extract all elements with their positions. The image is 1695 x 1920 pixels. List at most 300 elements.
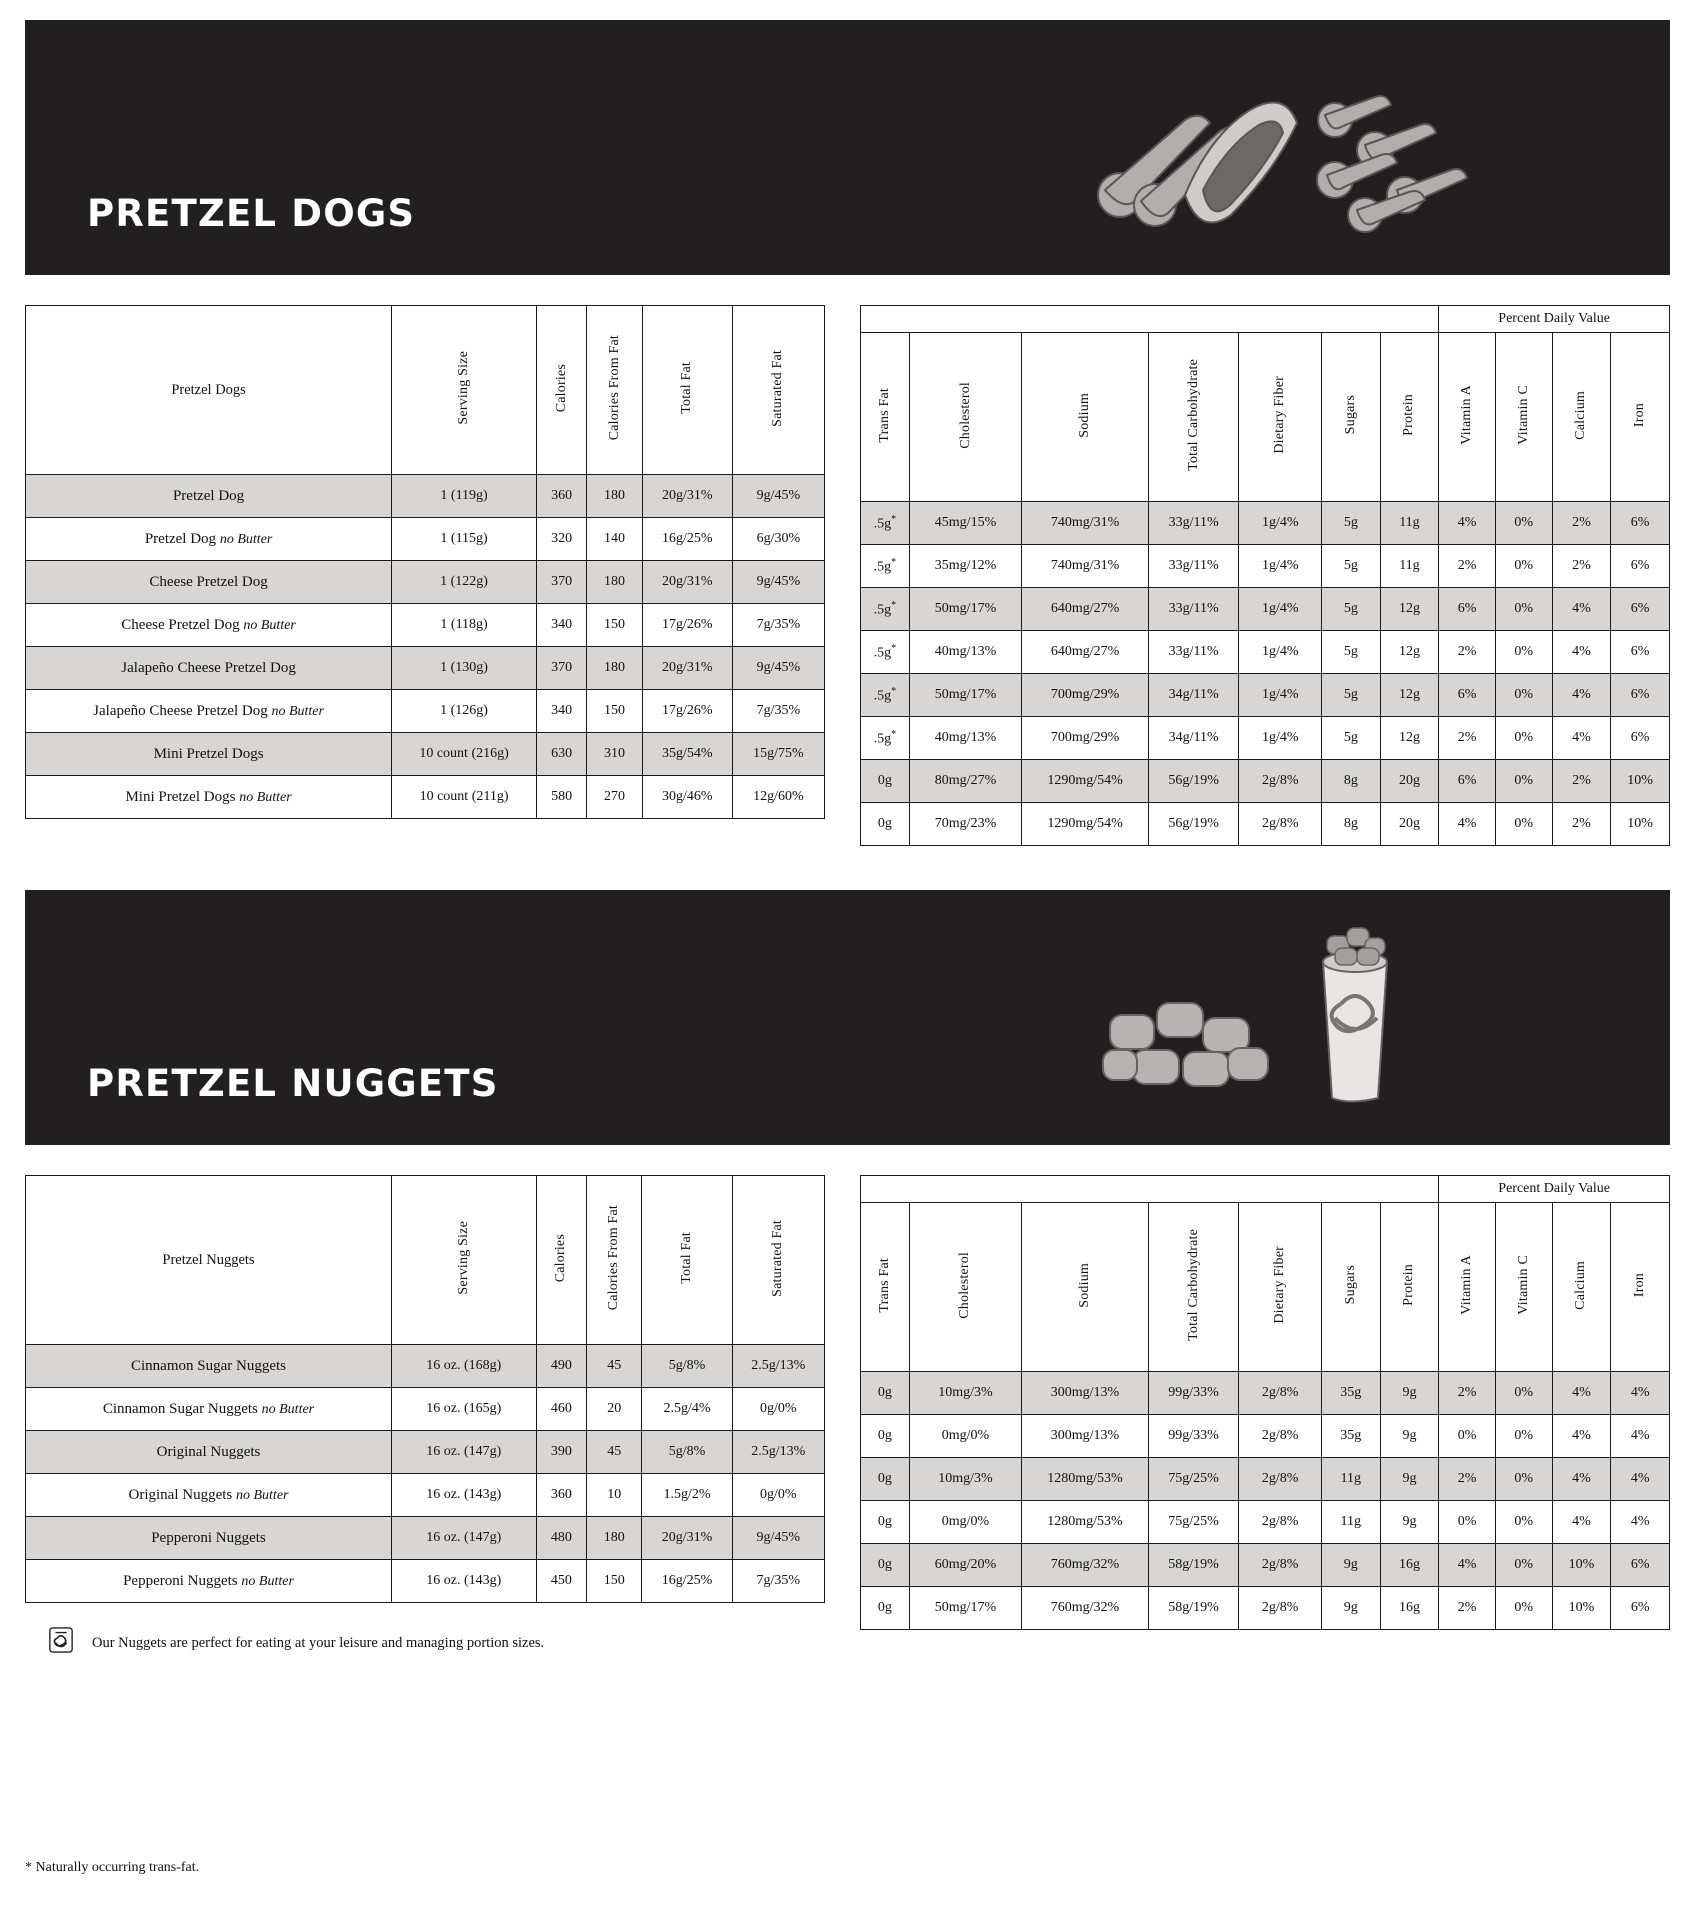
section-banner-pretzel-nuggets [25, 890, 1670, 1145]
table-body [861, 1372, 1670, 1630]
cell-value: 1g/4% [1239, 674, 1322, 717]
cell-value: 0% [1495, 1415, 1552, 1458]
row-item-name: Mini Pretzel Dogs no Butter [26, 776, 392, 819]
cell-value: 17g/26% [642, 604, 732, 647]
table-header-row [26, 306, 825, 475]
cell-value: 0% [1439, 1501, 1496, 1544]
col-header-calories: Calories [536, 306, 586, 475]
table-pretzel-nuggets-left [25, 1175, 825, 1603]
table-row [861, 803, 1670, 846]
cell-value: 20g [1380, 760, 1439, 803]
col-header-vitamin-c: Vitamin C [1495, 333, 1552, 502]
row-item-name: Cinnamon Sugar Nuggets no Butter [26, 1388, 392, 1431]
cell-value: 33g/11% [1148, 588, 1239, 631]
table-row [26, 561, 825, 604]
cell-value: 4% [1552, 631, 1611, 674]
cell-value: 9g [1380, 1458, 1439, 1501]
section-title-pretzel-dogs: PRETZEL DOGS [87, 192, 416, 235]
cell-value: 10 count (211g) [392, 776, 537, 819]
cell-value: 0% [1495, 1501, 1552, 1544]
cell-value: 9g [1380, 1415, 1439, 1458]
cell-value: 50mg/17% [909, 674, 1022, 717]
cell-value: 1g/4% [1239, 631, 1322, 674]
cell-value: 0% [1495, 631, 1552, 674]
col-header-serving-size: Serving Size [392, 306, 537, 475]
cell-value: 16 oz. (143g) [392, 1560, 537, 1603]
cell-value: 2% [1439, 545, 1496, 588]
col-header-calories: Calories [536, 1176, 586, 1345]
cell-value: 5g [1322, 674, 1381, 717]
cell-value: 33g/11% [1148, 502, 1239, 545]
cell-value: 12g [1380, 717, 1439, 760]
cell-value: 2% [1439, 1372, 1496, 1415]
cell-value: 58g/19% [1148, 1544, 1239, 1587]
cell-value: 6% [1439, 588, 1496, 631]
cell-value: 16g [1380, 1544, 1439, 1587]
cell-value: 20g/31% [642, 475, 732, 518]
cell-value: 12g [1380, 588, 1439, 631]
cell-value: 9g [1321, 1544, 1380, 1587]
cell-value: .5g* [861, 717, 910, 760]
table-row [861, 717, 1670, 760]
row-item-name: Cheese Pretzel Dog [26, 561, 392, 604]
cell-value: 580 [536, 776, 586, 819]
cell-value: 6% [1611, 674, 1670, 717]
table-row [26, 604, 825, 647]
cell-value: 2% [1439, 717, 1496, 760]
cell-value: 9g/45% [732, 647, 824, 690]
cell-value: 2% [1439, 631, 1496, 674]
cell-value: 0mg/0% [909, 1415, 1022, 1458]
cell-value: 12g [1380, 674, 1439, 717]
cell-value: 0% [1495, 1458, 1552, 1501]
table-pretzel-dogs-left [25, 305, 825, 819]
col-header-sugars: Sugars [1322, 333, 1381, 502]
cell-value: 740mg/31% [1022, 545, 1149, 588]
cell-value: 0% [1495, 545, 1552, 588]
footnote-marker: * [891, 556, 897, 568]
table-row [26, 647, 825, 690]
cell-value: .5g* [861, 545, 910, 588]
cell-value: 30g/46% [642, 776, 732, 819]
cell-value: 56g/19% [1148, 760, 1239, 803]
row-item-name: Original Nuggets [26, 1431, 392, 1474]
col-header-name: Pretzel Nuggets [26, 1176, 392, 1345]
cell-value: 180 [587, 1517, 642, 1560]
col-header-trans-fat: Trans Fat [861, 333, 910, 502]
cell-value: 5g [1322, 502, 1381, 545]
table-pretzel-nuggets-right [860, 1175, 1670, 1630]
table-row [861, 588, 1670, 631]
row-item-name: Jalapeño Cheese Pretzel Dog [26, 647, 392, 690]
cell-value: 10mg/3% [909, 1372, 1022, 1415]
table-row [861, 1544, 1670, 1587]
col-header-trans-fat: Trans Fat [861, 1203, 910, 1372]
cell-value: 370 [536, 647, 586, 690]
cell-value: 4% [1439, 1544, 1496, 1587]
col-header-iron: Iron [1611, 333, 1670, 502]
cell-value: 7g/35% [732, 604, 824, 647]
cell-value: 80mg/27% [909, 760, 1022, 803]
cell-value: 0% [1495, 1587, 1552, 1630]
col-header-calcium: Calcium [1552, 333, 1611, 502]
cell-value: 2% [1552, 760, 1611, 803]
cell-value: 1 (130g) [392, 647, 537, 690]
table-header-row [861, 1203, 1670, 1372]
no-butter-tag: no Butter [243, 617, 296, 633]
cell-value: 760mg/32% [1022, 1587, 1149, 1630]
cell-value: 70mg/23% [909, 803, 1022, 846]
table-row [861, 502, 1670, 545]
pdv-band-row [861, 306, 1670, 333]
col-header-total-fat: Total Fat [642, 306, 732, 475]
cell-value: 2g/8% [1239, 803, 1322, 846]
col-header-iron: Iron [1611, 1203, 1670, 1372]
table-row [26, 690, 825, 733]
pretzel-dog-photo-icon [1035, 75, 1535, 240]
cell-value: 15g/75% [732, 733, 824, 776]
cell-value: 300mg/13% [1022, 1415, 1149, 1458]
cell-value: 370 [536, 561, 586, 604]
cell-value: 150 [587, 604, 642, 647]
cell-value: 360 [536, 1474, 586, 1517]
trans-fat-footnote: * Naturally occurring trans-fat. [25, 1860, 200, 1875]
cell-value: 1 (119g) [392, 475, 537, 518]
cell-value: 11g [1321, 1458, 1380, 1501]
cell-value: 1290mg/54% [1022, 760, 1149, 803]
cell-value: 8g [1322, 803, 1381, 846]
cell-value: 1.5g/2% [642, 1474, 732, 1517]
cell-value: 35mg/12% [909, 545, 1022, 588]
cell-value: 2g/8% [1239, 1458, 1322, 1501]
cell-value: 35g/54% [642, 733, 732, 776]
cell-value: 0% [1495, 760, 1552, 803]
cell-value: 2g/8% [1239, 760, 1322, 803]
table-body [861, 502, 1670, 846]
cell-value: 5g [1322, 588, 1381, 631]
cell-value: 150 [587, 1560, 642, 1603]
cell-value: 34g/11% [1148, 717, 1239, 760]
cell-value: 4% [1552, 1372, 1611, 1415]
cell-value: 4% [1552, 1415, 1611, 1458]
cell-value: 11g [1321, 1501, 1380, 1544]
cell-value: 6% [1611, 545, 1670, 588]
cell-value: 0g [861, 803, 910, 846]
table-pretzel-dogs-right [860, 305, 1670, 846]
cell-value: 60mg/20% [909, 1544, 1022, 1587]
table-row [861, 1587, 1670, 1630]
cell-value: 2g/8% [1239, 1501, 1322, 1544]
cell-value: 20g/31% [642, 1517, 732, 1560]
cell-value: 490 [536, 1345, 586, 1388]
cell-value: 9g [1380, 1372, 1439, 1415]
cell-value: 16 oz. (165g) [392, 1388, 537, 1431]
cell-value: 0% [1495, 674, 1552, 717]
cell-value: 320 [536, 518, 586, 561]
section-title-pretzel-nuggets: PRETZEL NUGGETS [87, 1062, 499, 1105]
table-row [26, 1388, 825, 1431]
cell-value: 11g [1380, 545, 1439, 588]
cell-value: 11g [1380, 502, 1439, 545]
cell-value: 6% [1611, 1587, 1670, 1630]
pretzel-bullet-icon [48, 1625, 74, 1655]
no-butter-tag: no Butter [239, 789, 292, 805]
table-row [26, 733, 825, 776]
no-butter-tag: no Butter [235, 1487, 289, 1503]
col-header-dietary-fiber: Dietary Fiber [1239, 333, 1322, 502]
nuggets-note: Our Nuggets are perfect for eating at your leisure and managing portion sizes. [92, 1635, 545, 1651]
table-row [861, 631, 1670, 674]
cell-value: 5g [1322, 545, 1381, 588]
footnote-marker: * [891, 642, 897, 654]
cell-value: 2.5g/13% [732, 1345, 824, 1388]
cell-value: 640mg/27% [1022, 588, 1149, 631]
cell-value: 5g/8% [642, 1345, 732, 1388]
cell-value: 460 [536, 1388, 586, 1431]
cell-value: 6% [1611, 1544, 1670, 1587]
table-row [861, 760, 1670, 803]
col-header-serving-size: Serving Size [392, 1176, 537, 1345]
cell-value: 4% [1552, 1458, 1611, 1501]
row-item-name: Original Nuggets no Butter [26, 1474, 392, 1517]
cell-value: 2g/8% [1239, 1372, 1322, 1415]
col-header-cholesterol: Cholesterol [909, 1203, 1022, 1372]
cell-value: 4% [1611, 1415, 1670, 1458]
cell-value: 17g/26% [642, 690, 732, 733]
row-item-name: Pepperoni Nuggets no Butter [26, 1560, 392, 1603]
footnote-marker: * [891, 685, 897, 697]
cell-value: 1g/4% [1239, 502, 1322, 545]
col-header-sugars: Sugars [1321, 1203, 1380, 1372]
cell-value: 10% [1552, 1587, 1611, 1630]
cell-value: 0% [1495, 502, 1552, 545]
cell-value: 700mg/29% [1022, 674, 1149, 717]
cell-value: 1g/4% [1239, 545, 1322, 588]
cell-value: 0% [1495, 1372, 1552, 1415]
cell-value: 150 [587, 690, 642, 733]
col-header-vitamin-a: Vitamin A [1439, 1203, 1496, 1372]
cell-value: 2% [1439, 1587, 1496, 1630]
col-header-vitamin-a: Vitamin A [1439, 333, 1496, 502]
cell-value: 75g/25% [1148, 1501, 1239, 1544]
col-header-sodium: Sodium [1022, 333, 1149, 502]
cell-value: 34g/11% [1148, 674, 1239, 717]
table-row [26, 1517, 825, 1560]
cell-value: 4% [1611, 1372, 1670, 1415]
cell-value: 16g/25% [642, 518, 732, 561]
cell-value: 10mg/3% [909, 1458, 1022, 1501]
table-row [861, 1458, 1670, 1501]
cell-value: 16 oz. (147g) [392, 1517, 537, 1560]
cell-value: 4% [1611, 1458, 1670, 1501]
table-body [26, 475, 825, 819]
cell-value: 0% [1495, 588, 1552, 631]
cell-value: 2% [1552, 502, 1611, 545]
cell-value: 1 (118g) [392, 604, 537, 647]
cell-value: 50mg/17% [909, 588, 1022, 631]
cell-value: 45 [587, 1431, 642, 1474]
cell-value: 0g/0% [732, 1388, 824, 1431]
cell-value: 16g/25% [642, 1560, 732, 1603]
section-banner-pretzel-dogs [25, 20, 1670, 275]
row-item-name: Pretzel Dog no Butter [26, 518, 392, 561]
cell-value: 1280mg/53% [1022, 1501, 1149, 1544]
cell-value: 45 [587, 1345, 642, 1388]
cell-value: 740mg/31% [1022, 502, 1149, 545]
cell-value: 0g/0% [732, 1474, 824, 1517]
cell-value: 6% [1439, 760, 1496, 803]
cell-value: 6% [1611, 631, 1670, 674]
col-header-dietary-fiber: Dietary Fiber [1239, 1203, 1322, 1372]
cell-value: 310 [587, 733, 642, 776]
cell-value: 4% [1552, 674, 1611, 717]
row-item-name: Pepperoni Nuggets [26, 1517, 392, 1560]
pdv-band-row [861, 1176, 1670, 1203]
cell-value: 300mg/13% [1022, 1372, 1149, 1415]
cell-value: 56g/19% [1148, 803, 1239, 846]
cell-value: 9g/45% [732, 475, 824, 518]
table-row [26, 1474, 825, 1517]
cell-value: 20g [1380, 803, 1439, 846]
col-header-name: Pretzel Dogs [26, 306, 392, 475]
cell-value: 640mg/27% [1022, 631, 1149, 674]
cell-value: 0g [861, 760, 910, 803]
cell-value: 9g/45% [732, 561, 824, 604]
cell-value: 1290mg/54% [1022, 803, 1149, 846]
cell-value: 0% [1495, 717, 1552, 760]
cell-value: 2.5g/13% [732, 1431, 824, 1474]
cell-value: 0% [1495, 803, 1552, 846]
cell-value: 50mg/17% [909, 1587, 1022, 1630]
cell-value: 5g [1322, 631, 1381, 674]
cell-value: 1g/4% [1239, 588, 1322, 631]
row-item-name: Cheese Pretzel Dog no Butter [26, 604, 392, 647]
cell-value: 140 [587, 518, 642, 561]
cell-value: 99g/33% [1148, 1372, 1239, 1415]
cell-value: 2g/8% [1239, 1544, 1322, 1587]
table-row [26, 475, 825, 518]
footnote-marker: * [891, 599, 897, 611]
cell-value: .5g* [861, 631, 910, 674]
cell-value: 0g [861, 1587, 910, 1630]
col-header-cholesterol: Cholesterol [909, 333, 1022, 502]
cell-value: .5g* [861, 588, 910, 631]
footnote-marker: * [891, 728, 897, 740]
cell-value: 6% [1611, 502, 1670, 545]
cell-value: 2% [1552, 803, 1611, 846]
cell-value: 33g/11% [1148, 631, 1239, 674]
cell-value: 40mg/13% [909, 631, 1022, 674]
cell-value: 5g/8% [642, 1431, 732, 1474]
cell-value: 340 [536, 690, 586, 733]
cell-value: 6g/30% [732, 518, 824, 561]
cell-value: 6% [1611, 717, 1670, 760]
cell-value: 35g [1321, 1415, 1380, 1458]
row-item-name: Mini Pretzel Dogs [26, 733, 392, 776]
cell-value: 33g/11% [1148, 545, 1239, 588]
col-header-total-carbohydrate: Total Carbohydrate [1148, 1203, 1239, 1372]
table-row [861, 545, 1670, 588]
cell-value: 10 count (216g) [392, 733, 537, 776]
cell-value: 10% [1611, 803, 1670, 846]
cell-value: 0g [861, 1501, 910, 1544]
cell-value: .5g* [861, 674, 910, 717]
cell-value: 340 [536, 604, 586, 647]
col-header-saturated-fat: Saturated Fat [732, 306, 824, 475]
cell-value: 0% [1495, 1544, 1552, 1587]
cell-value: 4% [1552, 717, 1611, 760]
cell-value: 9g/45% [732, 1517, 824, 1560]
cell-value: 6% [1439, 674, 1496, 717]
cell-value: 480 [536, 1517, 586, 1560]
cell-value: 180 [587, 475, 642, 518]
table-body [26, 1345, 825, 1603]
cell-value: 2% [1439, 1458, 1496, 1501]
table-row [861, 674, 1670, 717]
cell-value: 7g/35% [732, 690, 824, 733]
table-header-row [26, 1176, 825, 1345]
cell-value: 0g [861, 1458, 910, 1501]
cell-value: 20 [587, 1388, 642, 1431]
col-header-calcium: Calcium [1552, 1203, 1611, 1372]
cell-value: .5g* [861, 502, 910, 545]
cell-value: 2% [1552, 545, 1611, 588]
no-butter-tag: no Butter [261, 1401, 315, 1417]
col-header-sodium: Sodium [1022, 1203, 1149, 1372]
no-butter-tag: no Butter [219, 531, 273, 547]
no-butter-tag: no Butter [241, 1573, 294, 1589]
cell-value: 12g/60% [732, 776, 824, 819]
cell-value: 180 [587, 561, 642, 604]
cell-value: 630 [536, 733, 586, 776]
cell-value: 8g [1322, 760, 1381, 803]
cell-value: 4% [1611, 1501, 1670, 1544]
table-row [861, 1415, 1670, 1458]
cell-value: 5g [1322, 717, 1381, 760]
cell-value: 16g [1380, 1587, 1439, 1630]
cell-value: 2.5g/4% [642, 1388, 732, 1431]
cell-value: 20g/31% [642, 647, 732, 690]
cell-value: 450 [536, 1560, 586, 1603]
cell-value: 0g [861, 1372, 910, 1415]
cell-value: 35g [1321, 1372, 1380, 1415]
cell-value: 4% [1439, 502, 1496, 545]
cell-value: 2g/8% [1239, 1587, 1322, 1630]
cell-value: 180 [587, 647, 642, 690]
cell-value: 390 [536, 1431, 586, 1474]
col-header-total-carbohydrate: Total Carbohydrate [1148, 333, 1239, 502]
cell-value: 360 [536, 475, 586, 518]
col-header-protein: Protein [1380, 333, 1439, 502]
cell-value: 99g/33% [1148, 1415, 1239, 1458]
cell-value: 58g/19% [1148, 1587, 1239, 1630]
cell-value: 1 (126g) [392, 690, 537, 733]
no-butter-tag: no Butter [271, 703, 324, 719]
cell-value: 0g [861, 1544, 910, 1587]
cell-value: 1280mg/53% [1022, 1458, 1149, 1501]
table-row [26, 776, 825, 819]
table-header-row [861, 333, 1670, 502]
cell-value: 10% [1611, 760, 1670, 803]
cell-value: 4% [1552, 588, 1611, 631]
cell-value: 0% [1439, 1415, 1496, 1458]
cell-value: 9g [1321, 1587, 1380, 1630]
cell-value: 2g/8% [1239, 1415, 1322, 1458]
cell-value: 4% [1439, 803, 1496, 846]
cell-value: 0mg/0% [909, 1501, 1022, 1544]
cell-value: 40mg/13% [909, 717, 1022, 760]
col-header-vitamin-c: Vitamin C [1495, 1203, 1552, 1372]
